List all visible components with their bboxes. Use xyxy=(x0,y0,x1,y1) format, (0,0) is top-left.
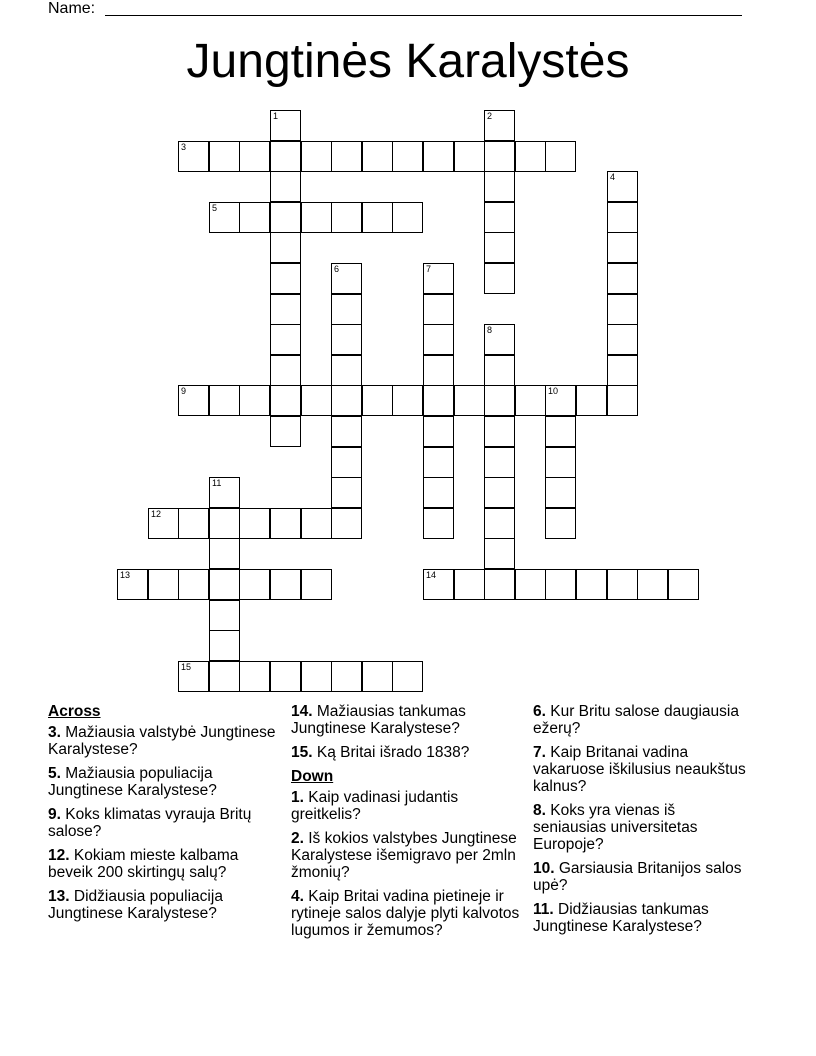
grid-cell[interactable] xyxy=(607,232,638,263)
name-label: Name: xyxy=(48,0,96,17)
grid-cell[interactable] xyxy=(423,294,454,325)
grid-cell[interactable] xyxy=(209,661,240,692)
grid-cell[interactable] xyxy=(301,385,332,416)
grid-cell[interactable] xyxy=(209,385,240,416)
grid-cell[interactable] xyxy=(270,232,301,263)
grid-cell[interactable] xyxy=(209,508,240,539)
grid-cell[interactable] xyxy=(362,202,393,233)
grid-cell[interactable] xyxy=(607,294,638,325)
grid-cell[interactable] xyxy=(423,508,454,539)
grid-cell[interactable] xyxy=(239,202,270,233)
grid-cell[interactable] xyxy=(362,661,393,692)
grid-cell[interactable] xyxy=(392,141,423,172)
grid-cell[interactable] xyxy=(362,141,393,172)
across-heading: Across xyxy=(48,703,101,720)
clue-number: 14 xyxy=(426,570,437,580)
clue-across-3: 3. Mažiausia valstybė Jungtinese Karalystese? xyxy=(48,724,276,758)
clue-number: 8 xyxy=(487,325,493,335)
grid-cell[interactable] xyxy=(270,171,301,202)
grid-cell[interactable] xyxy=(484,416,515,447)
grid-cell[interactable] xyxy=(607,324,638,355)
grid-cell[interactable] xyxy=(117,569,148,600)
grid-cell[interactable] xyxy=(331,447,362,478)
clue-column-2 xyxy=(291,703,529,946)
grid-cell[interactable] xyxy=(331,202,362,233)
grid-cell[interactable] xyxy=(423,447,454,478)
grid-cell[interactable] xyxy=(301,202,332,233)
grid-cell[interactable] xyxy=(545,477,576,508)
grid-cell[interactable] xyxy=(607,385,638,416)
grid-cell[interactable] xyxy=(270,569,301,600)
grid-cell[interactable] xyxy=(331,294,362,325)
grid-cell[interactable] xyxy=(423,324,454,355)
grid-cell[interactable] xyxy=(484,202,515,233)
grid-cell[interactable] xyxy=(270,355,301,386)
clue-across-15: 15. Ką Britai išrado 1838? xyxy=(291,744,470,761)
grid-cell[interactable] xyxy=(484,263,515,294)
grid-cell[interactable] xyxy=(270,508,301,539)
clue-number: 4 xyxy=(610,172,616,182)
grid-cell[interactable] xyxy=(423,263,454,294)
clue-number: 11 xyxy=(212,478,222,488)
grid-cell[interactable] xyxy=(484,477,515,508)
grid-cell[interactable] xyxy=(454,141,485,172)
grid-cell[interactable] xyxy=(484,141,515,172)
grid-cell[interactable] xyxy=(576,385,607,416)
grid-cell[interactable] xyxy=(239,508,270,539)
grid-cell[interactable] xyxy=(331,324,362,355)
grid-cell[interactable] xyxy=(607,171,638,202)
grid-cell[interactable] xyxy=(484,538,515,569)
page-title: Jungtinės Karalystės xyxy=(186,35,630,88)
clue-number: 1 xyxy=(273,111,279,121)
grid-cell[interactable] xyxy=(607,202,638,233)
clue-down-11: 11. Didžiausias tankumas Jungtinese Karalystese? xyxy=(533,901,709,935)
grid-cell[interactable] xyxy=(270,385,301,416)
grid-cell[interactable] xyxy=(270,294,301,325)
grid-cell[interactable] xyxy=(209,630,240,661)
down-heading: Down xyxy=(291,768,334,785)
grid-cell[interactable] xyxy=(484,355,515,386)
grid-cell[interactable] xyxy=(270,661,301,692)
grid-cell[interactable] xyxy=(392,385,423,416)
grid-cell[interactable] xyxy=(178,385,209,416)
grid-cell[interactable] xyxy=(392,202,423,233)
clue-number: 13 xyxy=(120,570,131,580)
grid-cell[interactable] xyxy=(423,416,454,447)
grid-cell[interactable] xyxy=(484,569,515,600)
grid-cell[interactable] xyxy=(209,477,240,508)
grid-cell[interactable] xyxy=(209,600,240,631)
grid-cell[interactable] xyxy=(270,416,301,447)
grid-cell[interactable] xyxy=(209,141,240,172)
grid-cell[interactable] xyxy=(484,508,515,539)
grid-cell[interactable] xyxy=(607,569,638,600)
grid-cell[interactable] xyxy=(331,263,362,294)
grid-cell[interactable] xyxy=(484,110,515,141)
grid-cell[interactable] xyxy=(545,385,576,416)
grid-cell[interactable] xyxy=(331,141,362,172)
grid-cell[interactable] xyxy=(331,661,362,692)
clue-number: 3 xyxy=(181,142,187,152)
clue-down-7: 7. Kaip Britanai vadina vakaruose iškilusius neaukštus kalnus? xyxy=(533,744,746,795)
grid-cell[interactable] xyxy=(148,569,179,600)
clue-down-10: 10. Garsiausia Britanijos salos upė? xyxy=(533,860,742,894)
grid-cell[interactable] xyxy=(331,477,362,508)
clue-down-6: 6. Kur Britu salose daugiausia ežerų? xyxy=(533,703,739,737)
grid-cell[interactable] xyxy=(637,569,668,600)
grid-cell[interactable] xyxy=(545,569,576,600)
grid-cell[interactable] xyxy=(209,202,240,233)
grid-cell[interactable] xyxy=(239,385,270,416)
clue-number: 7 xyxy=(426,264,432,274)
grid-cell[interactable] xyxy=(423,477,454,508)
grid-cell[interactable] xyxy=(362,385,393,416)
clue-number: 9 xyxy=(181,386,187,396)
grid-cell[interactable] xyxy=(178,661,209,692)
grid-cell[interactable] xyxy=(301,661,332,692)
grid-cell[interactable] xyxy=(331,355,362,386)
grid-cell[interactable] xyxy=(484,385,515,416)
clue-number: 12 xyxy=(151,509,162,519)
grid-cell[interactable] xyxy=(270,263,301,294)
grid-cell[interactable] xyxy=(270,110,301,141)
grid-cell[interactable] xyxy=(209,569,240,600)
grid-cell[interactable] xyxy=(515,385,546,416)
grid-cell[interactable] xyxy=(239,661,270,692)
grid-cell[interactable] xyxy=(301,141,332,172)
grid-cell[interactable] xyxy=(484,447,515,478)
grid-cell[interactable] xyxy=(515,141,546,172)
grid-cell[interactable] xyxy=(148,508,179,539)
grid-cell[interactable] xyxy=(178,508,209,539)
clue-across-12: 12. Kokiam mieste kalbama beveik 200 skirtingų salų? xyxy=(48,847,239,881)
grid-cell[interactable] xyxy=(331,416,362,447)
grid-cell[interactable] xyxy=(515,569,546,600)
clue-number: 6 xyxy=(334,264,340,274)
grid-cell[interactable] xyxy=(545,141,576,172)
grid-cell[interactable] xyxy=(484,232,515,263)
grid-cell[interactable] xyxy=(301,508,332,539)
grid-cell[interactable] xyxy=(301,569,332,600)
grid-cell[interactable] xyxy=(545,447,576,478)
grid-cell[interactable] xyxy=(423,569,454,600)
grid-cell[interactable] xyxy=(454,385,485,416)
clue-across-14: 14. Mažiausias tankumas Jungtinese Karalystese? xyxy=(291,703,466,737)
grid-cell[interactable] xyxy=(545,508,576,539)
grid-cell[interactable] xyxy=(607,263,638,294)
clue-number: 5 xyxy=(212,203,218,213)
grid-cell[interactable] xyxy=(607,355,638,386)
grid-cell[interactable] xyxy=(239,141,270,172)
grid-cell[interactable] xyxy=(178,569,209,600)
grid-cell[interactable] xyxy=(423,385,454,416)
grid-cell[interactable] xyxy=(484,171,515,202)
clue-down-4: 4. Kaip Britai vadina pietineje ir rytineje salos dalyje plyti kalvotos lugumos ir žemumos? xyxy=(291,888,520,939)
clue-number: 10 xyxy=(548,386,559,396)
grid-cell[interactable] xyxy=(668,569,699,600)
clue-down-2: 2. Iš kokios valstybes Jungtinese Karalystese išemigravo per 2mln žmonių? xyxy=(291,830,517,881)
clue-down-8: 8. Koks yra vienas iš seniausias universitetas Europoje? xyxy=(533,802,698,853)
grid-cell[interactable] xyxy=(331,385,362,416)
grid-cell[interactable] xyxy=(270,141,301,172)
clue-column-3 xyxy=(533,703,748,942)
clue-across-9: 9. Koks klimatas vyrauja Britų salose? xyxy=(48,806,252,840)
clue-number: 2 xyxy=(487,111,493,121)
grid-cell[interactable] xyxy=(545,416,576,447)
grid-cell[interactable] xyxy=(423,141,454,172)
grid-cell[interactable] xyxy=(392,661,423,692)
clue-across-5: 5. Mažiausia populiacija Jungtinese Karalystese? xyxy=(48,765,217,799)
grid-cell[interactable] xyxy=(178,141,209,172)
grid-cell[interactable] xyxy=(576,569,607,600)
grid-cell[interactable] xyxy=(331,508,362,539)
grid-cell[interactable] xyxy=(484,324,515,355)
clue-number: 15 xyxy=(181,662,192,672)
grid-cell[interactable] xyxy=(423,355,454,386)
clue-column-1 xyxy=(48,703,278,929)
clue-down-1: 1. Kaip vadinasi judantis greitkelis? xyxy=(291,789,459,823)
clue-across-13: 13. Didžiausia populiacija Jungtinese Karalystese? xyxy=(48,888,223,922)
grid-cell[interactable] xyxy=(270,202,301,233)
grid-cell[interactable] xyxy=(239,569,270,600)
grid-cell[interactable] xyxy=(209,538,240,569)
grid-cell[interactable] xyxy=(454,569,485,600)
grid-cell[interactable] xyxy=(270,324,301,355)
